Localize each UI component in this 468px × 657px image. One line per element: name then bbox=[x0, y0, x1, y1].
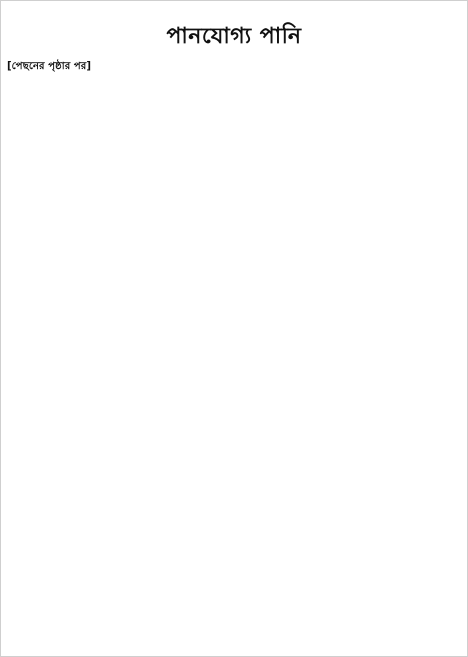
article-body bbox=[7, 60, 461, 74]
headline: পানযোগ্য পানি bbox=[166, 24, 302, 49]
top-strip bbox=[7, 5, 461, 13]
paragraph-1 bbox=[7, 60, 461, 74]
continued-tag: [পেছনের পৃষ্ঠার পর] bbox=[7, 61, 92, 72]
